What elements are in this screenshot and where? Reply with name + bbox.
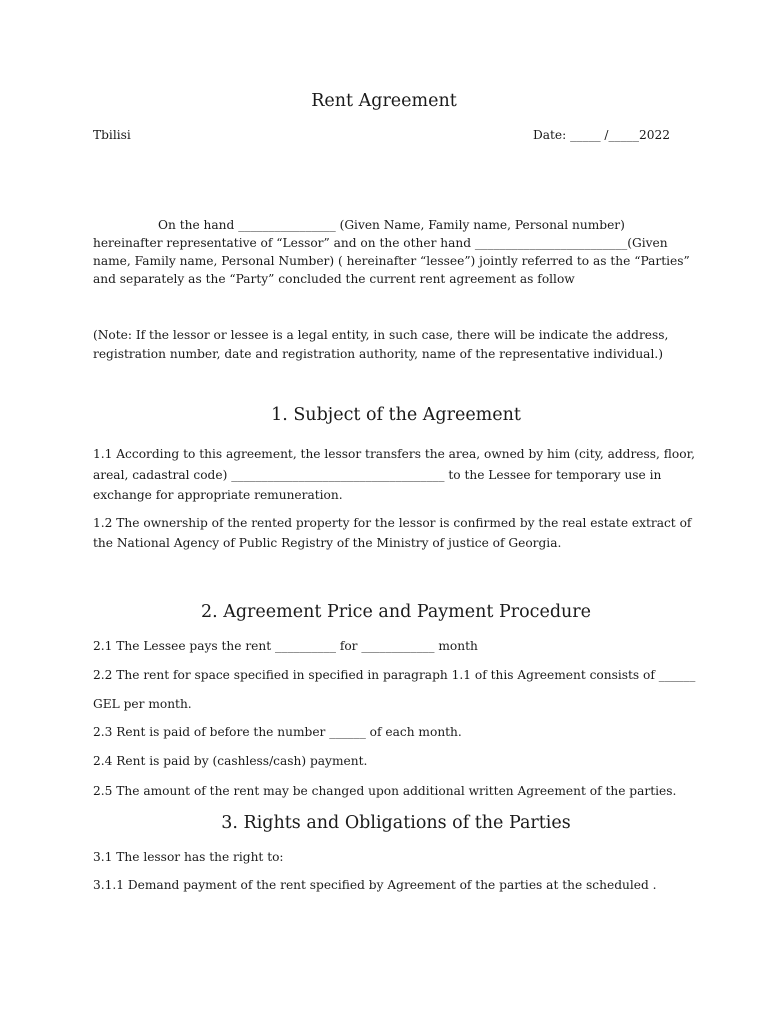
clause-2-5: 2.5 The amount of the rent may be changed upon additional written Agreement of the parties.: [93, 784, 677, 798]
clause-2-1: 2.1 The Lessee pays the rent __________ for ____________ month: [93, 639, 478, 653]
clause-3-1: 3.1 The lessor has the right to:: [93, 850, 284, 864]
section-3-heading: 3. Rights and Obligations of the Parties: [221, 813, 571, 833]
intro-line-2: hereinafter representative of “Lessor” and on the other hand _________________________(Given: [93, 236, 668, 250]
clause-2-2-line-1: 2.2 The rent for space specified in specified in paragraph 1.1 of this Agreement consists of ______: [93, 668, 696, 682]
clause-1-1-line-3: exchange for appropriate remuneration.: [93, 488, 343, 502]
clause-2-2-line-2: GEL per month.: [93, 697, 192, 711]
intro-line-3: name, Family name, Personal Number) ( hereinafter “lessee”) jointly referred to as the “Parties”: [93, 254, 690, 268]
section-1-heading: 1. Subject of the Agreement: [271, 405, 521, 425]
clause-1-1-line-2: areal, cadastral code) ___________________________________ to the Lessee for temporary use in: [93, 468, 662, 482]
clause-1-2-line-1: 1.2 The ownership of the rented property for the lessor is confirmed by the real estate extract of: [93, 516, 692, 530]
city-label: Tbilisi: [93, 128, 131, 142]
clause-2-3: 2.3 Rent is paid of before the number ______ of each month.: [93, 725, 462, 739]
section-2-heading: 2. Agreement Price and Payment Procedure: [200, 602, 592, 622]
clause-3-1-1: 3.1.1 Demand payment of the rent specified by Agreement of the parties at the scheduled .: [93, 878, 657, 892]
clause-1-2-line-2: the National Agency of Public Registry of the Ministry of justice of Georgia.: [93, 536, 562, 550]
note-line-2: registration number, date and registration authority, name of the representative individual.): [93, 347, 663, 361]
note-line-1: (Note: If the lessor or lessee is a legal entity, in such case, there will be indicate the address,: [93, 328, 669, 342]
date-field: Date: _____ /_____2022: [532, 128, 670, 142]
intro-line-1: On the hand ________________ (Given Name, Family name, Personal number): [158, 218, 625, 232]
clause-2-4: 2.4 Rent is paid by (cashless/cash) payment.: [93, 754, 368, 768]
document-title: Rent Agreement: [311, 91, 457, 111]
clause-1-1-line-1: 1.1 According to this agreement, the lessor transfers the area, owned by him (city, address, floor,: [93, 447, 695, 461]
intro-line-4: and separately as the “Party” concluded the current rent agreement as follow: [93, 272, 575, 286]
